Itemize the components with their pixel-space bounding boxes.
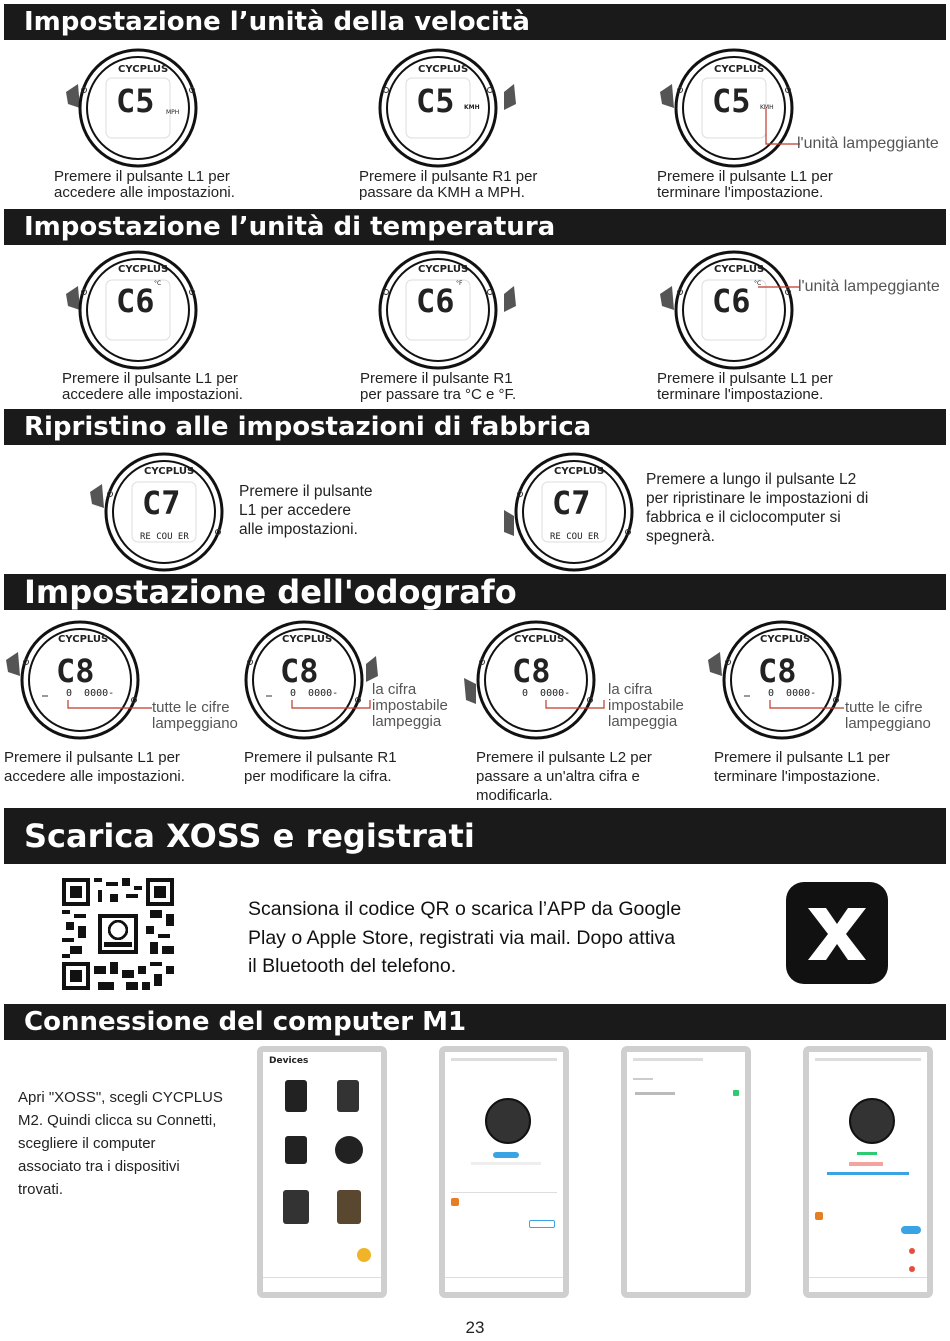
lcd-digits: 0 0000- [522,688,571,699]
brand-label: CYCPLUS [714,264,765,275]
signal-icon [733,1090,739,1096]
device-temp-1 [66,250,206,370]
note-odo-3: la cifra impostabile lampeggia [608,681,684,730]
phone-screen-search [621,1046,751,1298]
lcd-code: C5 [712,82,751,120]
device-thumb[interactable] [285,1080,307,1112]
device-speed-1 [66,48,206,168]
device-odo-3 [462,620,602,740]
toggle[interactable] [529,1220,555,1228]
lcd-unit: °C [154,280,162,287]
lcd-code: C8 [512,652,551,690]
header-line [633,1058,703,1061]
section-title-odometer: Impostazione dell'odografo [4,574,946,610]
caption-odo-2: Premere il pulsante R1 per modificare la cifra. [244,749,397,785]
device-odo-4 [708,620,848,740]
phone-screen-connected [803,1046,933,1298]
device-row[interactable] [635,1092,675,1095]
lcd-unit: °C [754,280,762,287]
device-factory-2 [500,452,640,572]
caption-temp-3: Premere il pulsante L1 per terminare l'impostazione. [657,370,833,403]
caption-speed-3: Premere il pulsante L1 per terminare l'impostazione. [657,168,833,201]
device-thumb[interactable] [337,1080,359,1112]
phone-screen-device-detail [439,1046,569,1298]
caption-odo-4: Premere il pulsante L1 per terminare l'impostazione. [714,749,890,785]
brand-label: CYCPLUS [118,264,169,275]
brand-label: CYCPLUS [514,634,565,645]
brand-label: CYCPLUS [282,634,333,645]
device-thumb[interactable] [335,1136,363,1164]
lcd-code: C6 [712,282,751,320]
lcd-code: C6 [116,282,155,320]
toggle[interactable] [901,1226,921,1234]
lcd-code: C7 [552,484,591,522]
lcd-digits: 0 0000- [290,688,339,699]
caption-speed-2: Premere il pulsante R1 per passare da KMH a MPH. [359,168,538,201]
lcd-digits: 0 0000- [66,688,115,699]
lcd-code: C6 [416,282,455,320]
callout-line [290,698,374,712]
note-odo-2: la cifra impostabile lampeggia [372,681,448,730]
lcd-code: C8 [280,652,319,690]
download-text: Scansiona il codice QR o scarica l’APP da Google Play o Apple Store, registrati via mail. Dopo attiva il Bluetooth del telefono. [248,898,682,977]
brand-label: CYCPLUS [418,64,469,75]
alert-dot [909,1266,915,1272]
lcd-code: C5 [116,82,155,120]
lcd-code: C5 [416,82,455,120]
caption-odo-1: Premere il pulsante L1 per accedere alle impostazioni. [4,749,185,785]
caption-odo-3: Premere il pulsante L2 per passare a un'altra cifra e modificarla. [476,749,652,804]
brand-label: CYCPLUS [760,634,811,645]
device-temp-3 [660,250,800,370]
brand-label: CYCPLUS [58,634,109,645]
device-factory-1 [90,452,230,572]
dot-indicator [357,1248,371,1262]
device-temp-2 [378,250,518,370]
device-image [849,1098,895,1144]
caption-temp-1: Premere il pulsante L1 per accedere alle impostazioni. [62,370,243,403]
callout-line [768,698,848,712]
caption-temp-2: Premere il pulsante R1 per passare tra °C e °F. [360,370,517,403]
status-line [857,1152,877,1155]
brand-label: CYCPLUS [418,264,469,275]
device-thumb[interactable] [337,1190,361,1224]
header-line [451,1058,557,1061]
callout-line [758,282,802,292]
callout-line [66,698,156,712]
tab-bar[interactable] [263,1277,381,1292]
xoss-x-icon [786,882,888,984]
brand-label: CYCPLUS [118,64,169,75]
device-odo-2 [240,620,380,740]
factory-text-1: Premere il pulsante L1 per accedere alle impostazioni. [239,483,373,538]
header-line [815,1058,921,1061]
tab-bar[interactable] [809,1277,927,1292]
device-thumb[interactable] [283,1190,309,1224]
lcd-unit: KMH [464,104,480,111]
callout-line [544,698,608,712]
phone-screen-devices [257,1046,387,1298]
tab-bar[interactable] [445,1277,563,1292]
label-line [633,1078,653,1080]
lcd-sub: RE COU ER [140,532,189,542]
device-image [485,1098,531,1144]
brand-label: CYCPLUS [714,64,765,75]
brand-label: CYCPLUS [144,466,195,477]
note-odo-4: tutte le cifre lampeggiano [845,699,931,732]
device-odo-1 [6,620,146,740]
section-title-speed: Impostazione l’unità della velocità [4,4,946,40]
lcd-code: C8 [758,652,797,690]
status-line [849,1162,883,1166]
screen-title: Devices [269,1056,309,1066]
section-title-connect: Connessione del computer M1 [4,1004,946,1040]
section-title-download: Scarica XOSS e registrati [4,808,946,864]
lcd-sub: RE COU ER [550,532,599,542]
alert-dot [909,1248,915,1254]
divider [451,1192,557,1193]
lcd-code: C8 [56,652,95,690]
lcd-unit: MPH [166,109,180,116]
factory-text-2: Premere a lungo il pulsante L2 per ripristinare le impostazioni di fabbrica e il ciclocomputer si spegnerà. [646,471,869,545]
progress-bar [827,1172,909,1175]
note-odo-1: tutte le cifre lampeggiano [152,699,238,732]
progress-track [471,1162,541,1165]
lcd-unit: KMH [760,104,774,111]
lcd-digits: 0 0000- [768,688,817,699]
device-speed-2 [378,48,518,168]
section-title-factory: Ripristino alle impostazioni di fabbrica [4,409,946,445]
qr-code[interactable] [62,878,174,994]
xoss-app-icon[interactable] [786,882,888,984]
lcd-unit: °F [456,280,463,287]
note-temp-flash: l'unità lampeggiante [798,278,940,295]
row-icon [815,1212,823,1220]
connect-pill[interactable] [493,1152,519,1158]
brand-label: CYCPLUS [554,466,605,477]
row-icon [451,1198,459,1206]
lcd-code: C7 [142,484,181,522]
note-speed-flash: l'unità lampeggiante [797,135,939,152]
caption-speed-1: Premere il pulsante L1 per accedere alle impostazioni. [54,168,235,201]
device-thumb[interactable] [285,1136,307,1164]
connect-text: Apri "XOSS", scegli CYCPLUS M2. Quindi clicca su Connetti, scegliere il computer associato tra i dispositivi trovati. [18,1089,223,1198]
page-number: 23 [465,1318,485,1337]
section-title-temperature: Impostazione l’unità di temperatura [4,209,946,245]
